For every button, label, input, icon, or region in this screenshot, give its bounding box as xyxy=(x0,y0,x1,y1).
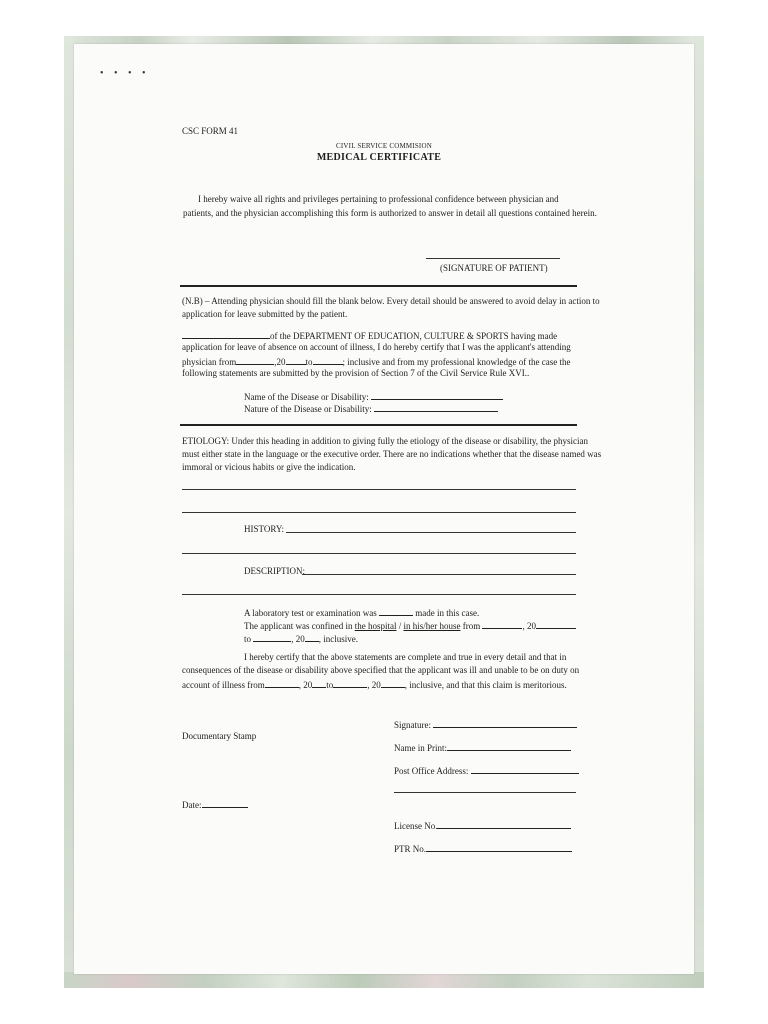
cert-text-line-1-text: of the DEPARTMENT OF EDUCATION, CULTURE & SPORTS having made xyxy=(270,331,558,341)
disease-nature-row xyxy=(244,402,498,415)
history-answer-line[interactable] xyxy=(182,553,576,554)
floral-background-left xyxy=(64,36,74,988)
confinement-row xyxy=(244,619,576,632)
disease-nature-label: Nature of the Disease or Disability: xyxy=(244,404,372,414)
confinement-from-field[interactable] xyxy=(482,619,522,629)
confinement-to-row xyxy=(244,632,358,645)
license-field[interactable] xyxy=(437,819,571,829)
confinement-from-year-field[interactable] xyxy=(536,619,576,629)
name-print-row xyxy=(394,741,571,754)
floral-background-bottom xyxy=(64,972,704,988)
cert-text-line-3-text: ; inclusive and from my professional knowledge of the case the xyxy=(342,357,571,367)
form-number: CSC FORM 41 xyxy=(182,126,239,136)
date-field[interactable] xyxy=(202,798,248,808)
lab-test-suffix: made in this case. xyxy=(415,608,480,618)
illness-to-label: to xyxy=(326,680,334,690)
patient-signature-field[interactable] xyxy=(426,258,560,259)
document-page xyxy=(74,44,694,974)
illness-to-year-label: , 20 xyxy=(367,680,381,690)
ptr-row xyxy=(394,842,572,855)
section-divider xyxy=(180,285,577,287)
patient-signature-label: (SIGNATURE OF PATIENT) xyxy=(440,263,548,273)
physician-to-field[interactable] xyxy=(313,355,343,365)
confinement-label: The applicant was confined in xyxy=(244,621,353,631)
license-row xyxy=(394,819,571,832)
name-print-field[interactable] xyxy=(447,741,571,751)
post-office-field-line-2[interactable] xyxy=(394,792,576,793)
certify-text-line-2: consequences of the disease or disability above specified that the applicant was ill and unable to be on duty on xyxy=(182,665,580,675)
disease-nature-field[interactable] xyxy=(374,402,498,412)
etiology-answer-line[interactable] xyxy=(182,489,576,490)
etiology-answer-line[interactable] xyxy=(182,512,576,513)
illness-to-field[interactable] xyxy=(333,678,367,688)
cert-text-line-1 xyxy=(182,329,557,342)
lab-test-row xyxy=(244,606,479,619)
description-answer-line[interactable] xyxy=(182,594,576,595)
confinement-to-year-field[interactable] xyxy=(305,632,319,642)
illness-from-label: account of illness from xyxy=(182,680,265,690)
section-divider xyxy=(180,424,577,426)
confinement-from-label: from xyxy=(460,621,481,631)
post-office-label: Post Office Address: xyxy=(394,766,469,776)
agency-name: CIVIL SERVICE COMMISION xyxy=(336,142,432,150)
date-label: Date: xyxy=(182,800,202,810)
name-print-label: Name in Print: xyxy=(394,743,447,753)
physician-from-year-field[interactable] xyxy=(286,355,306,365)
patient-name-field[interactable] xyxy=(182,329,270,339)
floral-background-right xyxy=(694,36,704,988)
post-office-field[interactable] xyxy=(471,764,579,774)
license-label: License No. xyxy=(394,821,438,831)
date-row xyxy=(182,798,248,811)
certify-text-line-3-text: , inclusive, and that this claim is meritorious. xyxy=(404,680,567,690)
illness-from-year-field[interactable] xyxy=(312,678,326,688)
description-field[interactable] xyxy=(302,574,576,575)
scan-marks: • • • • xyxy=(100,68,150,79)
cert-text-line-2: application for leave of absence on account of illness, I do hereby certify that I was the applicant's attending xyxy=(182,342,571,352)
certify-text-line-1: I hereby certify that the above statements are complete and true in every detail and that in xyxy=(244,652,567,662)
physician-to-label: to xyxy=(305,357,313,367)
physician-from-field[interactable] xyxy=(236,355,274,365)
documentary-stamp-label: Documentary Stamp xyxy=(182,731,257,741)
illness-to-year-field[interactable] xyxy=(381,678,405,688)
signature-field[interactable] xyxy=(433,718,577,728)
signature-row xyxy=(394,718,577,731)
confined-house-option[interactable]: in his/her house xyxy=(403,621,461,631)
etiology-text-line-2: must either state in the language or the executive order. There are no indications whether that the disease named was xyxy=(182,449,602,459)
signature-label: Signature: xyxy=(394,720,431,730)
history-label: HISTORY: xyxy=(244,524,285,534)
waiver-text-line-2: patients, and the physician accomplishing this form is authorized to answer in detail all questions contained herein. xyxy=(183,208,597,218)
confinement-to-label: to xyxy=(244,634,252,644)
disease-name-label: Name of the Disease or Disability: xyxy=(244,392,369,402)
post-office-row xyxy=(394,764,579,777)
confinement-to-field[interactable] xyxy=(253,632,291,642)
illness-from-year-label: , 20 xyxy=(298,680,313,690)
etiology-text-line-3: immoral or vicious habits or give the indication. xyxy=(182,462,356,472)
etiology-text-line-1: ETIOLOGY: Under this heading in addition to giving fully the etiology of the disease or disability, the physician xyxy=(182,436,589,446)
history-field[interactable] xyxy=(286,532,576,533)
illness-from-field[interactable] xyxy=(265,678,299,688)
ptr-field[interactable] xyxy=(426,842,572,852)
page-title: MEDICAL CERTIFICATE xyxy=(316,152,442,163)
confinement-to-year-label: , 20 xyxy=(291,634,305,644)
ptr-label: PTR No. xyxy=(394,844,427,854)
confined-hospital-option[interactable]: the hospital xyxy=(354,621,397,631)
lab-test-field[interactable] xyxy=(379,606,413,616)
certify-text-line-3 xyxy=(182,678,567,691)
cert-text-line-4: following statements are submitted by the provision of Section 7 of the Civil Service Rule XVI.. xyxy=(182,368,530,378)
cert-text-line-3 xyxy=(182,355,570,368)
lab-test-label: A laboratory test or examination was xyxy=(244,608,377,618)
disease-name-field[interactable] xyxy=(371,390,503,400)
waiver-text-line-1: I hereby waive all rights and privileges pertaining to professional confidence between physician and xyxy=(198,194,559,204)
confinement-from-year-label: , 20 xyxy=(522,621,536,631)
nb-text-line-2: application for leave submitted by the patient. xyxy=(182,309,348,319)
description-label: DESCRIPTION: xyxy=(244,566,306,576)
confinement-inclusive-label: , inclusive. xyxy=(318,634,359,644)
physician-from-label: physician from xyxy=(182,357,237,367)
physician-from-year-label: ,20 xyxy=(274,357,286,367)
nb-text-line-1: (N.B) – Attending physician should fill the blank below. Every detail should be answered to avoid delay in action to xyxy=(182,296,600,306)
confinement-separator: / xyxy=(396,621,404,631)
